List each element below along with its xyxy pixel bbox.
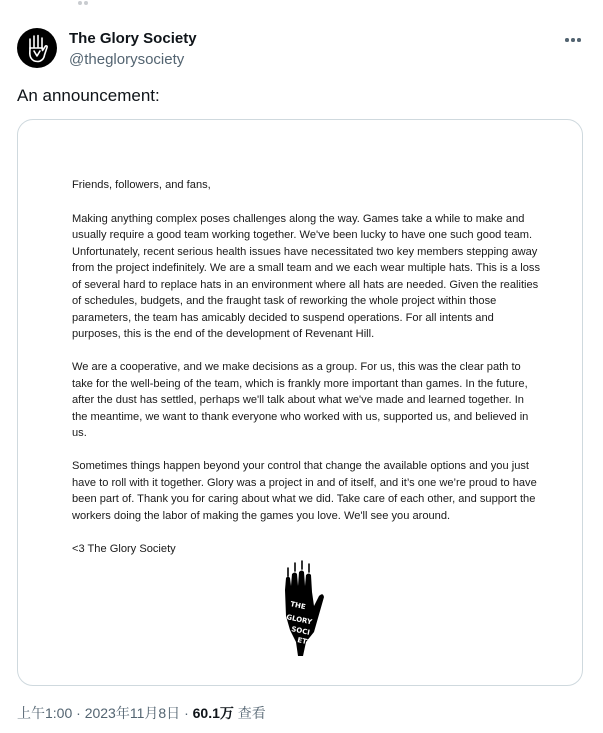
letter-greeting: Friends, followers, and fans, [72,179,211,191]
svg-text:THE: THE [289,600,307,612]
attached-image[interactable] [17,119,583,686]
views-label: 查看 [237,705,266,721]
more-options-button[interactable] [561,32,585,48]
raised-hand-icon [23,32,51,64]
post-text: An announcement: [17,86,160,105]
svg-text:SOCI: SOCI [290,625,311,637]
letter-paragraph: Making anything complex poses challenges along the way. Games take a while to make and usually require a good team working together. We've been lucky to have one such good team. Unfortunately, recent serious health issues have necessitated two key members stepping away from the project indefinitely. We are a small team and we each wear multiple hats. This is a loss of several hard to replace hats in an environment where all hats are needed. Given the realities of schedules, budgets, and the fraught task of reworking the whole project within those parameters, the team has amicably decided to suspend operations. For all intents and purposes, this is the end of the development of Revenant Hill. [72,212,540,340]
post-header [17,28,587,72]
meta-separator: · [76,705,81,721]
post-metadata [17,703,266,723]
author-handle[interactable]: @theglorysociety [69,51,185,68]
letter-paragraph: Sometimes things happen beyond your control that change the available options and you just have to roll with it together. Glory was a project in and of itself, and it’s one we’re proud to have been part of. Thank you for caring about what we did. Take care of each other, and support the workers doing the labor of making the games you love. We'll see you around. [72,460,537,522]
svg-text:ETY: ETY [296,636,313,648]
post-time[interactable]: 上午1:00 [17,705,73,721]
more-dot-icon [571,38,575,42]
meta-separator: · [184,705,189,721]
views-count: 60.1万 [192,705,234,721]
previous-post-fragment [78,0,96,2]
more-dot-icon [565,38,569,42]
more-dot-icon [577,38,581,42]
svg-text:GLORY: GLORY [285,613,313,627]
post-date[interactable]: 2023年11月8日 [84,705,181,721]
avatar[interactable] [17,28,57,68]
author-name[interactable]: The Glory Society [69,30,197,47]
announcement-letter [72,177,542,574]
glory-society-hand-logo [276,560,328,664]
letter-signature: <3 The Glory Society [72,542,176,555]
letter-paragraph: We are a cooperative, and we make decisions as a group. For us, this was the clear path to take for the well-being of the team, which is frankly more important than games. In the future, after the dust has settled, perhaps we'll talk about what we've made and learned together. In the meantime, we want to thank everyone who worked with us, supported us, and believed in us. [72,361,529,439]
